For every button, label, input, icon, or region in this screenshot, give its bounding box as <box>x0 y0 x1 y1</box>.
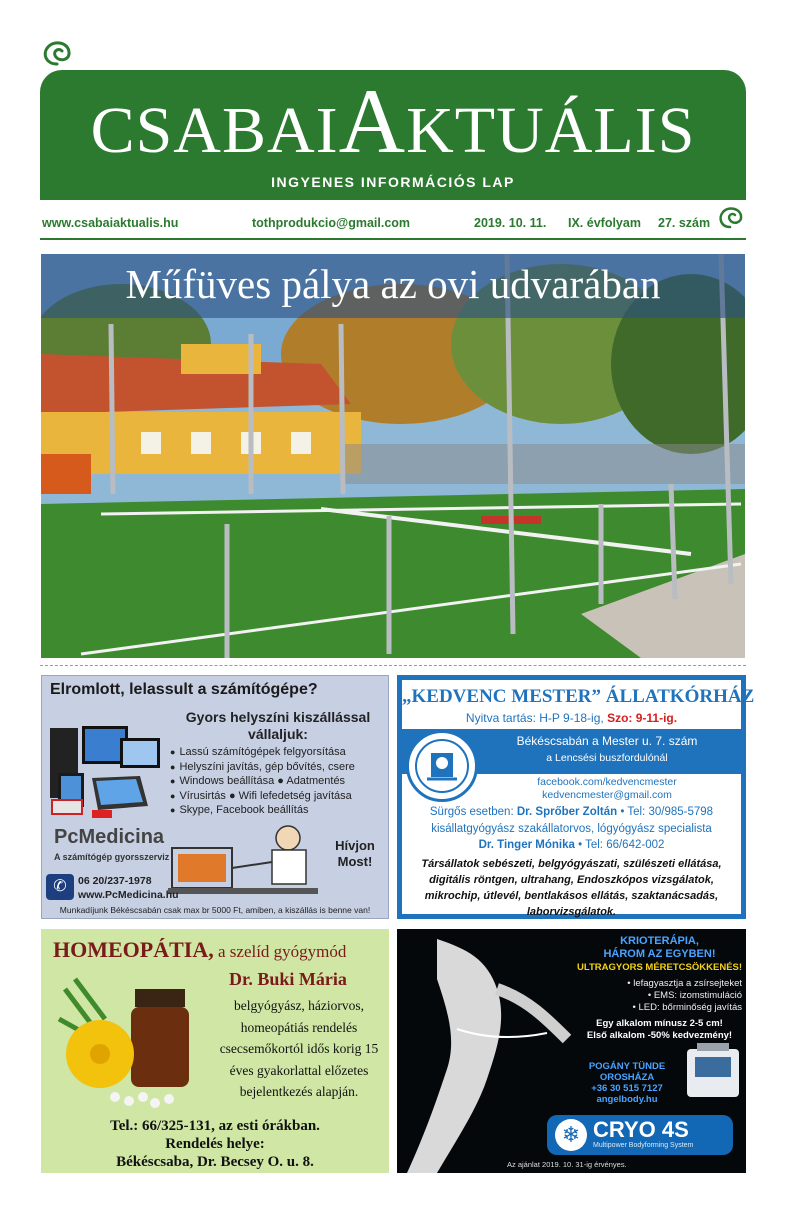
address: Békéscsabán a Mester u. 7. szám <box>516 734 698 748</box>
emergency-contact: Sürgős esetben: Dr. Sprőber Zoltán • Tel: 30/985-5798 <box>429 806 714 818</box>
offer-text: Egy alkalom mínusz 2-5 cm! <box>596 1018 723 1029</box>
website-link[interactable]: www.PcMedicina.hu <box>78 889 179 901</box>
opening-hours: Nyitva tartás: H-P 9-18-ig, Szo: 9-11-ig. <box>465 711 678 725</box>
swirl-icon <box>40 38 74 68</box>
logo-subtitle: Multipower Bodyforming System <box>593 1142 694 1149</box>
call-to-action: Hívjon <box>335 838 375 853</box>
issue-date: 2019. 10. 11. <box>474 216 547 230</box>
offer-text: Első alkalom -50% kedvezmény! <box>586 1030 733 1041</box>
device-illustration <box>685 1043 741 1099</box>
doctor-description: belgyógyász, háziorvos, homeopátiás rendelés csecsemőkortól idős korig 15 éves gyakorlattal előzetes bejelentkezés alapján. <box>219 998 379 1099</box>
ad-title: HOMEOPÁTIA, a szelíd gyógymód <box>53 937 347 962</box>
ad-footer: Munkadíjunk Békéscsabán csak max br 5000 Ft, amiben, a kiszállás is benne van! <box>59 905 371 915</box>
volume-label: IX. évfolyam <box>568 216 641 230</box>
address-note: a Lencsési buszfordulónál <box>546 752 668 764</box>
ad-homeopatia[interactable] <box>41 929 389 1173</box>
facebook-link[interactable]: facebook.com/kedvencmester <box>537 776 677 788</box>
ad-heading: ULTRAGYORS MÉRETCSÖKKENÉS! <box>577 962 743 973</box>
doctor-name: Dr. Buki Mária <box>229 969 347 989</box>
list-item: ● Lassú számítógépek felgyorsítása <box>170 745 386 760</box>
ad-title: „KEDVENC MESTER” ÁLLATKÓRHÁZ <box>402 686 755 707</box>
flower-bottle-illustration <box>55 969 211 1115</box>
ad-heading: KRIOTERÁPIA, <box>620 935 699 947</box>
list-item: • lefagyasztja a zsírsejteket <box>627 978 742 989</box>
list-item: • EMS: izomstimuláció <box>647 990 742 1001</box>
services-text: Társállatok sebészeti, belgyógyászati, szülészeti ellátása, digitális röntgen, ultrahang, Endoszkópos vizsgálatok, mikrochip, útlevél, bentlakásos ellátás, szaktanácsadás, laborvizsgálatok. <box>421 858 722 918</box>
lead-headline: Műfüves pálya az ovi udvarában <box>125 261 661 307</box>
cryo-logo <box>547 1115 733 1155</box>
contact-website[interactable]: angelbody.hu <box>596 1094 658 1105</box>
contact-name: POGÁNY TÜNDE <box>588 1061 666 1072</box>
snowflake-icon: ❄ <box>555 1119 587 1151</box>
email-link[interactable]: tothprodukcio@gmail.com <box>252 216 411 230</box>
phone-number[interactable]: 06 20/237-1978 <box>78 875 152 887</box>
lead-photo <box>41 254 745 658</box>
list-item: ● Vírusirtás ● Wifi lefedetség javítása <box>170 789 386 804</box>
list-item: ● Windows beállítása ● Adatmentés <box>170 774 386 789</box>
ad-title: Elromlott, lelassult a számítógépe? <box>50 681 318 698</box>
contact-info <box>41 1117 389 1171</box>
logo-text: CRYO 4S <box>593 1117 689 1142</box>
info-bar <box>42 214 722 234</box>
phone-line[interactable]: Tel.: 66/325-131, az esti órákban. <box>110 1118 320 1134</box>
ad-heading: HÁROM AZ EGYBEN! <box>603 948 716 960</box>
ad-footer: Az ajánlat 2019. 10. 31-ig érvényes. <box>507 1160 627 1169</box>
header-rule <box>40 238 746 240</box>
contact-city: OROSHÁZA <box>599 1072 655 1083</box>
phone-icon: ✆ <box>46 874 74 900</box>
masthead-title: CSABAIAKTUÁLIS <box>90 70 696 172</box>
ad-pcmedicina[interactable] <box>41 675 389 919</box>
masthead <box>40 70 746 200</box>
location-address: Békéscsaba, Dr. Becsey O. u. 8. <box>116 1154 314 1170</box>
specialization: kisállatgyógyász szakállatorvos, lógyógyász specialista <box>431 823 712 835</box>
divider <box>40 665 746 666</box>
ad-body <box>402 680 755 918</box>
ad-subtitle: Gyors helyszíni kiszállással <box>185 709 371 725</box>
masthead-subtitle: INGYENES INFORMÁCIÓS LAP <box>271 174 515 190</box>
brand-tagline: A számítógép gyorsszerviz <box>54 852 170 862</box>
contact-phone[interactable]: +36 30 515 7127 <box>591 1083 663 1094</box>
brand-name: PcMedicina <box>54 826 165 848</box>
location-label: Rendelés helye: <box>165 1136 265 1152</box>
swirl-icon <box>716 203 744 231</box>
list-item: ● Helyszíni javítás, gép bővítés, csere <box>170 760 386 775</box>
website-link[interactable]: www.csabaiaktualis.hu <box>42 216 179 230</box>
computer-illustration <box>48 718 166 818</box>
email-link[interactable]: kedvencmester@gmail.com <box>542 789 672 801</box>
ad-subtitle: vállaljuk: <box>248 726 308 742</box>
list-item: • LED: bőrminőség javítás <box>632 1002 742 1013</box>
call-to-action: Most! <box>337 854 373 869</box>
service-list <box>170 745 386 818</box>
logo-icon <box>409 733 475 799</box>
issue-number: 27. szám <box>658 216 711 230</box>
vet-logo <box>406 730 478 802</box>
technician-illustration <box>168 818 328 900</box>
ad-cryo[interactable] <box>397 929 746 1173</box>
second-contact: Dr. Tinger Mónika • Tel: 66/642-002 <box>478 839 665 851</box>
list-item: ● Skype, Facebook beállítás <box>170 803 386 818</box>
ad-kedvenc-mester[interactable] <box>397 675 755 919</box>
